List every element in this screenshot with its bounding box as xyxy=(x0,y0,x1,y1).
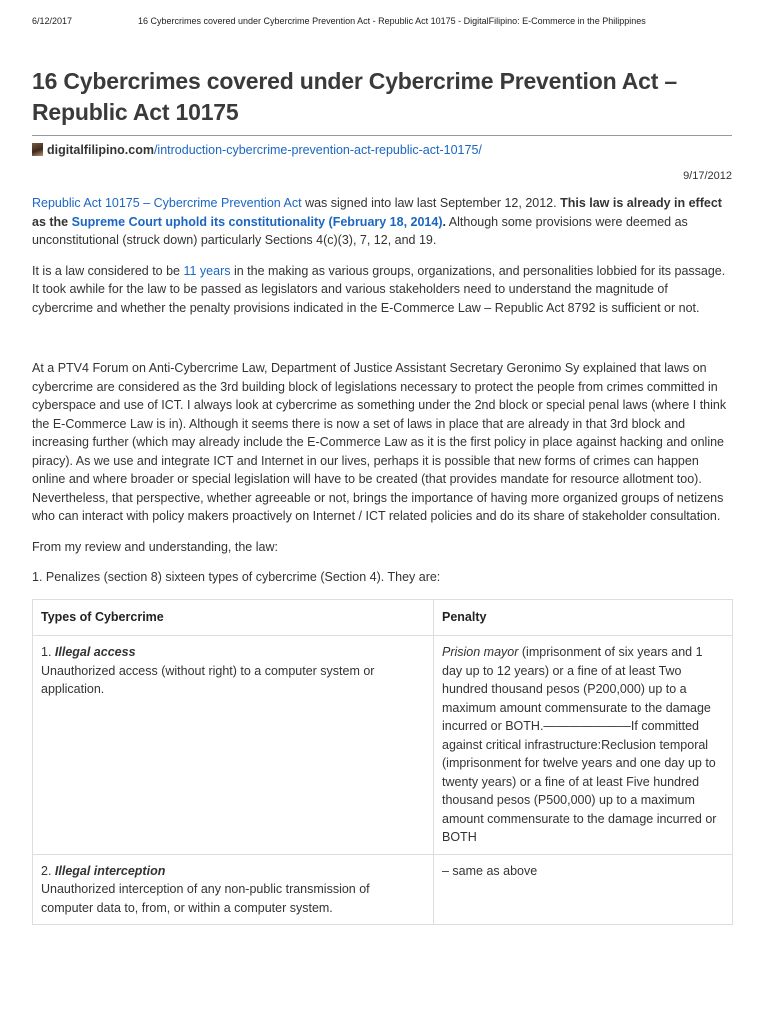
p1-text-end: Although some provisions were deemed as unconstitutional (struck down) particularly Sections 4(c)(3), 7, 12, and 19. xyxy=(32,214,688,247)
eleven-years-link[interactable]: 11 years xyxy=(183,263,231,278)
penalty-term: Prision mayor xyxy=(442,645,519,659)
penalty-cell xyxy=(434,854,733,925)
crime-cell xyxy=(33,854,434,925)
crime-number: 2. xyxy=(41,863,55,878)
ra10175-link[interactable]: Republic Act 10175 – Cybercrime Prevention Act xyxy=(32,196,302,210)
article-title: 16 Cybercrimes covered under Cybercrime Prevention Act – Republic Act 10175 xyxy=(32,68,678,125)
article-body xyxy=(32,194,732,925)
article-date: 9/17/2012 xyxy=(683,170,732,182)
header-penalty: Penalty xyxy=(434,599,733,636)
title-divider xyxy=(32,135,732,136)
p2-text-end: in the making as various groups, organizations, and personalities lobbied for its passage. It took awhile for the law to be passed as legislators and various stakeholders need to understand the magnitude of cybercrime and whether the penalty provisions indicated in the E-Commerce Law – Republic Act 8792 is sufficient or not. xyxy=(32,263,726,315)
cybercrime-table xyxy=(32,599,733,926)
crime-cell xyxy=(33,636,434,855)
source-domain[interactable]: digitalfilipino.com xyxy=(47,143,154,157)
supreme-court-link[interactable]: Supreme Court uphold its constitutionality (February 18, 2014) xyxy=(71,214,443,229)
print-date: 6/12/2017 xyxy=(32,16,73,26)
print-header xyxy=(32,16,736,30)
source-link[interactable] xyxy=(32,143,482,157)
paragraph-3: At a PTV4 Forum on Anti-Cybercrime Law, Department of Justice Assistant Secretary Geronimo Sy explained that laws on cybercrime are considered as the 3rd building block of legislations necessary to protect the people from crimes committed in cyberspace and use of ICT. I always look at cybercrime as something under the 2nd block or special penal laws (where I think the E-Commerce Law is in). Although it seems there is now a set of laws in place that are already in that 3rd block and increasing further (which may already include the E-Commerce Law as it is the first policy in place against hacking and online piracy). As we use and integrate ICT and Internet in our lives, perhaps it is possible that new forms of crimes can happen online and where broader or special legislation will have to be created (that provides mandate for resource allotment too). Nevertheless, that perspective, whether agreeable or not, brings the importance of having more organized groups of netizens who can interact with policy makers proactively on Internet / ICT related policies and do its share of stakeholder consultation. xyxy=(32,361,727,523)
p1-bold-end: . xyxy=(442,214,446,229)
crime-name: Illegal interception xyxy=(54,863,166,878)
table-header-row xyxy=(33,599,733,636)
paragraph-4: From my review and understanding, the law: xyxy=(32,539,278,554)
p1-text: was signed into law last September 12, 2012. xyxy=(301,196,561,210)
site-favicon-icon xyxy=(32,143,43,156)
table-row xyxy=(33,636,733,855)
paragraph-1 xyxy=(32,194,732,250)
paragraph-5: 1. Penalizes (section 8) sixteen types of cybercrime (Section 4). They are: xyxy=(32,570,441,584)
table-row xyxy=(33,854,733,925)
crime-number: 1. xyxy=(41,645,55,659)
crime-name: Illegal access xyxy=(54,645,136,659)
crime-description: Unauthorized access (without right) to a computer system or application. xyxy=(41,663,375,696)
p1-bold: This law is already in effect as the xyxy=(32,196,722,229)
penalty-text: (imprisonment of six years and 1 day up to 12 years) or a fine of at least Two hundred thousand pesos (P200,000) up to a maximum amount commensurate to the damage incurred or BOTH.———————If committed against critical infrastructure:Reclusion temporal (imprisonment for twelve years and one day up to twenty years) or a fine of at least Five hundred thousand pesos (P500,000) up to a maximum amount commensurate to the damage incurred or BOTH xyxy=(442,645,717,844)
source-path[interactable]: /introduction-cybercrime-prevention-act-republic-act-10175/ xyxy=(153,143,482,157)
penalty-text: – same as above xyxy=(442,863,538,878)
print-page-title: 16 Cybercrimes covered under Cybercrime Prevention Act - Republic Act 10175 - DigitalFilipino: E-Commerce in the Philippines xyxy=(138,16,646,26)
crime-description: Unauthorized interception of any non-public transmission of computer data to, from, or within a computer system. xyxy=(41,882,370,915)
p2-text: It is a law considered to be xyxy=(32,263,184,278)
header-types: Types of Cybercrime xyxy=(33,599,434,636)
penalty-cell xyxy=(434,636,733,855)
paragraph-2 xyxy=(32,262,732,318)
